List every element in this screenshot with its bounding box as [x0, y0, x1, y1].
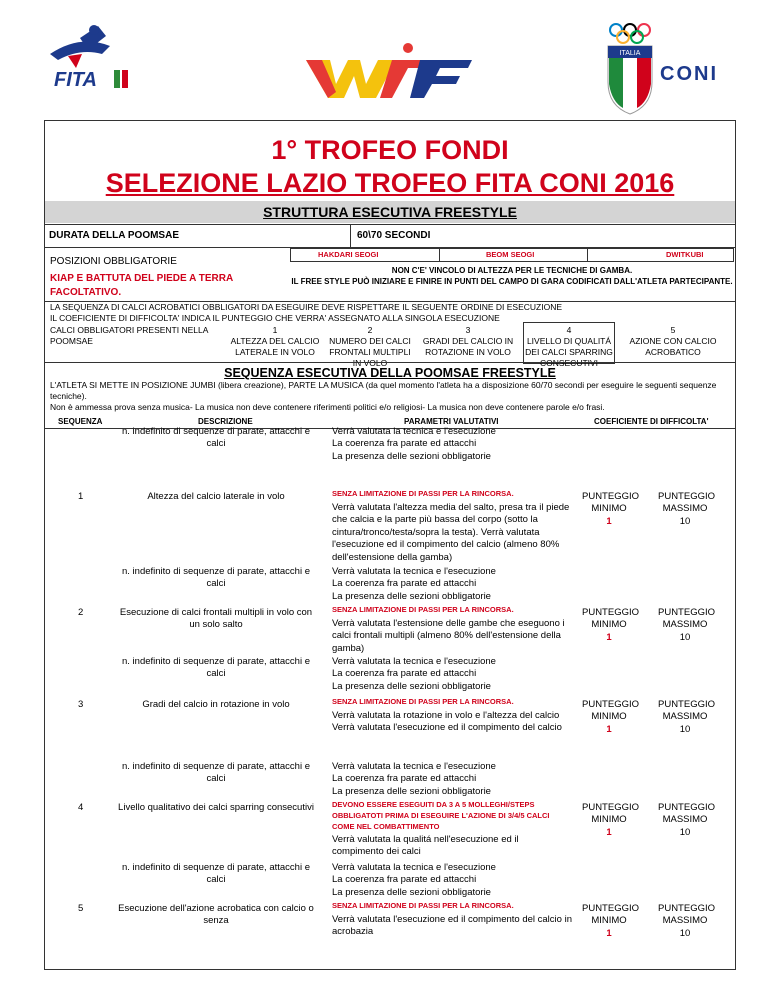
row4-note: DEVONO ESSERE ESEGUITI DA 3 A 5 MOLLEGHI/STEPS OBBLIGATOTI PRIMA DI ESEGUIRE L'AZIONE DI 3/4/5 CALCI COME NEL COMBATTIMENTO [332, 800, 550, 831]
title-line1: 1° TROFEO FONDI [271, 135, 509, 165]
max-label: PUNTEGGIO MASSIMO [658, 699, 716, 723]
italia-text: ITALIA [619, 50, 641, 57]
kiap-note: KIAP E BATTUTA DEL PIEDE A TERRA FACOLTATIVO. [50, 273, 233, 298]
row4-params: Verrà valutata la qualitá nell'esecuzione ed il compimento dei calci [332, 834, 519, 858]
row5-min [582, 903, 640, 940]
max-value: 10 [679, 723, 691, 735]
row1-seq: 1 [78, 491, 84, 502]
filler-param: La presenza delle sezioni obbligatorie [332, 886, 491, 898]
filler-params-5 [332, 862, 572, 899]
filler-params-1 [332, 426, 572, 463]
coef-rule: IL COEFICIENTE DI DIFFICOLTA' INDICA IL PUNTEGGIO CHE VERRA' ASSEGNATO ALLA SINGOLA ESECUZIONE [50, 313, 500, 323]
calci-number: 1 [272, 325, 278, 335]
max-value: 10 [679, 515, 691, 527]
coni-logo [600, 20, 720, 116]
row3-max [658, 699, 716, 736]
calci-text: LIVELLO DI QUALITÁ DEI CALCI SPARRING CONSECUTIVI [525, 336, 613, 368]
header-desc: DESCRIZIONE [198, 417, 253, 426]
filler-param: Verrà valutata la tecnica e l'esecuzione [332, 862, 496, 873]
filler-params-4 [332, 761, 572, 798]
filler-param: La presenza delle sezioni obbligatorie [332, 785, 491, 797]
technique-hakdari: HAKDARI SEOGI [318, 250, 379, 259]
sequence-rules [45, 301, 735, 324]
filler-desc-1: n. indefinito di sequenze di parate, attacchi e calci [121, 426, 310, 450]
calci-item-1 [230, 325, 320, 358]
technique-dwitkubi: DWITKUBI [666, 250, 704, 259]
calci-text: NUMERO DEI CALCI FRONTALI MULTIPLI IN VOLO [329, 336, 411, 368]
filler-param: La presenza delle sezioni obbligatorie [332, 450, 491, 462]
min-value: 1 [606, 723, 612, 735]
row4-desc: Livello qualitativo dei calci sparring consecutivi [118, 802, 314, 813]
filler-param: Verrà valutata la tecnica e l'esecuzione [332, 761, 496, 772]
row1-max [658, 491, 716, 528]
calci-number: 5 [670, 325, 676, 335]
height-note-line1: NON C'E' VINCOLO DI ALTEZZA PER LE TECNICHE DI GAMBA. [391, 266, 633, 275]
header-seq: SEQUENZA [58, 417, 103, 426]
max-label: PUNTEGGIO MASSIMO [658, 802, 716, 826]
min-label: PUNTEGGIO MINIMO [582, 802, 640, 826]
max-label: PUNTEGGIO MASSIMO [658, 491, 716, 515]
row2-desc: Esecuzione di calci frontali multipli in volo con un solo salto [119, 607, 313, 631]
row2-min [582, 607, 640, 644]
intro-text [50, 380, 732, 413]
row1-no-limit: SENZA LIMITAZIONE DI PASSI PER LA RINCORSA. [332, 489, 514, 498]
durata-label: DURATA DELLA POOMSAE [49, 230, 179, 241]
durata-row [45, 224, 735, 248]
row2-seq: 2 [78, 607, 84, 618]
min-label: PUNTEGGIO MINIMO [582, 903, 640, 927]
calci-text: ALTEZZA DEL CALCIO LATERALE IN VOLO [230, 336, 320, 357]
row4-min [582, 802, 640, 839]
row2-params: Verrà valutata l'estensione delle gambe che eseguono i calci frontali multipli (almeno 80% dell'estensione della gamba) [332, 618, 565, 654]
min-value: 1 [606, 826, 612, 838]
row5-seq: 5 [78, 903, 84, 914]
coni-text: CONI [660, 63, 718, 85]
filler-param: La coerenza fra parate ed attacchi [332, 874, 477, 886]
row3-desc: Gradi del calcio in rotazione in volo [142, 699, 290, 710]
title-line2: SELEZIONE LAZIO TROFEO FITA CONI 2016 [105, 168, 675, 198]
row3-no-limit: SENZA LIMITAZIONE DI PASSI PER LA RINCORSA. [332, 697, 514, 706]
filler-desc-4: n. indefinito di sequenze di parate, attacchi e calci [121, 761, 310, 785]
row3-seq: 3 [78, 699, 84, 710]
calci-number: 3 [465, 325, 471, 335]
min-value: 1 [606, 515, 612, 527]
filler-param: La coerenza fra parate ed attacchi [332, 438, 477, 450]
min-value: 1 [606, 927, 612, 939]
filler-params-2 [332, 566, 572, 603]
filler-param: La coerenza fra parate ed attacchi [332, 668, 477, 680]
section-title: STRUTTURA ESECUTIVA FREESTYLE [45, 201, 735, 223]
min-label: PUNTEGGIO MINIMO [582, 491, 640, 515]
calci-number: 2 [367, 325, 373, 335]
fita-text: FITA [54, 69, 97, 91]
row4-max [658, 802, 716, 839]
max-value: 10 [679, 826, 691, 838]
calci-number: 4 [566, 325, 572, 335]
row1-params: Verrà valutata l'altezza media del salto, presa tra il piede che calcia e la parte più bassa del corpo (sotto la cintura/tronco/testa/sopra la testa). Verrà valutata l'esecuzione ed il compimento del calcio (almeno 80% dell'estensione della gamba) [332, 502, 570, 563]
calci-item-3 [422, 325, 514, 358]
filler-param: La presenza delle sezioni obbligatorie [332, 680, 491, 692]
row5-max [658, 903, 716, 940]
calci-text: AZIONE CON CALCIO ACROBATICO [629, 336, 717, 357]
calci-label: CALCI OBBLIGATORI PRESENTI NELLA POOMSAE [50, 325, 208, 346]
calci-item-5 [620, 325, 726, 358]
row3-params: Verrà valutata la rotazione in volo e l'altezza del calcio Verrà valutata l'esecuzione ed il compimento del calcio [332, 710, 562, 734]
wtf-logo [296, 40, 476, 104]
sequence-rule: LA SEQUENZA DI CALCI ACROBATICI OBBLIGATORI DA ESEGUIRE DEVE RISPETTARE IL SEGUENTE ORDINE DI ESECUZIONE [50, 302, 563, 312]
filler-param: Verrà valutata la tecnica e l'esecuzione [332, 426, 496, 437]
intro-line2: Non è ammessa prova senza musica- La musica non deve contenere riferimenti politici e/o religiosi- La musica non deve contenere parole e/o frasi. [50, 402, 605, 412]
row1-desc: Altezza del calcio laterale in volo [147, 491, 285, 502]
row5-no-limit: SENZA LIMITAZIONE DI PASSI PER LA RINCORSA. [332, 901, 514, 910]
row1-min [582, 491, 640, 528]
max-label: PUNTEGGIO MASSIMO [658, 607, 716, 631]
max-label: PUNTEGGIO MASSIMO [658, 903, 716, 927]
height-note-line2: IL FREE STYLE PUÒ INIZIARE E FINIRE IN PUNTI DEL CAMPO DI GARA CODIFICATI DALL'ATLETA PARTECIPANTE. [291, 277, 733, 286]
row3-min [582, 699, 640, 736]
filler-param: La coerenza fra parate ed attacchi [332, 773, 477, 785]
row2-no-limit: SENZA LIMITAZIONE DI PASSI PER LA RINCORSA. [332, 605, 514, 614]
filler-param: La presenza delle sezioni obbligatorie [332, 590, 491, 602]
filler-param: Verrà valutata la tecnica e l'esecuzione [332, 566, 496, 577]
header-params: PARAMETRI VALUTATIVI [404, 417, 499, 426]
filler-param: Verrà valutata la tecnica e l'esecuzione [332, 656, 496, 667]
min-value: 1 [606, 631, 612, 643]
intro-line1: L'ATLETA SI METTE IN POSIZIONE JUMBI (libera creazione), PARTE LA MUSICA (da quel momento l'atleta ha a disposizione 60/70 secondi per eseguire le seguenti sequenze tecniche). [50, 380, 717, 401]
max-value: 10 [679, 927, 691, 939]
durata-divider [350, 225, 351, 247]
row2-max [658, 607, 716, 644]
row4-seq: 4 [78, 802, 84, 813]
row5-desc: Esecuzione dell'azione acrobatica con calcio o senza [118, 903, 314, 927]
fita-logo [40, 24, 144, 94]
min-label: PUNTEGGIO MINIMO [582, 699, 640, 723]
filler-desc-2: n. indefinito di sequenze di parate, attacchi e calci [121, 566, 310, 590]
section2-title: SEQUENZA ESECUTIVA DELLA POOMSAE FREESTYLE [44, 362, 736, 380]
header-coef: COEFICIENTE DI DIFFICOLTA' [594, 417, 709, 426]
filler-param: La coerenza fra parate ed attacchi [332, 578, 477, 590]
max-value: 10 [679, 631, 691, 643]
row5-params: Verrà valutata l'esecuzione ed il compimento del calcio in acrobazia [332, 914, 572, 938]
height-note [290, 265, 734, 287]
techniques-row [290, 248, 730, 262]
filler-params-3 [332, 656, 572, 693]
calci-text: GRADI DEL CALCIO IN ROTAZIONE IN VOLO [422, 336, 514, 357]
filler-desc-5: n. indefinito di sequenze di parate, attacchi e calci [121, 862, 310, 886]
technique-beom: BEOM SEOGI [486, 250, 535, 259]
posizioni-label: POSIZIONI OBBLIGATORIE [50, 256, 177, 267]
min-label: PUNTEGGIO MINIMO [582, 607, 640, 631]
filler-desc-3: n. indefinito di sequenze di parate, attacchi e calci [121, 656, 310, 680]
durata-value: 60\70 SECONDI [357, 230, 431, 241]
